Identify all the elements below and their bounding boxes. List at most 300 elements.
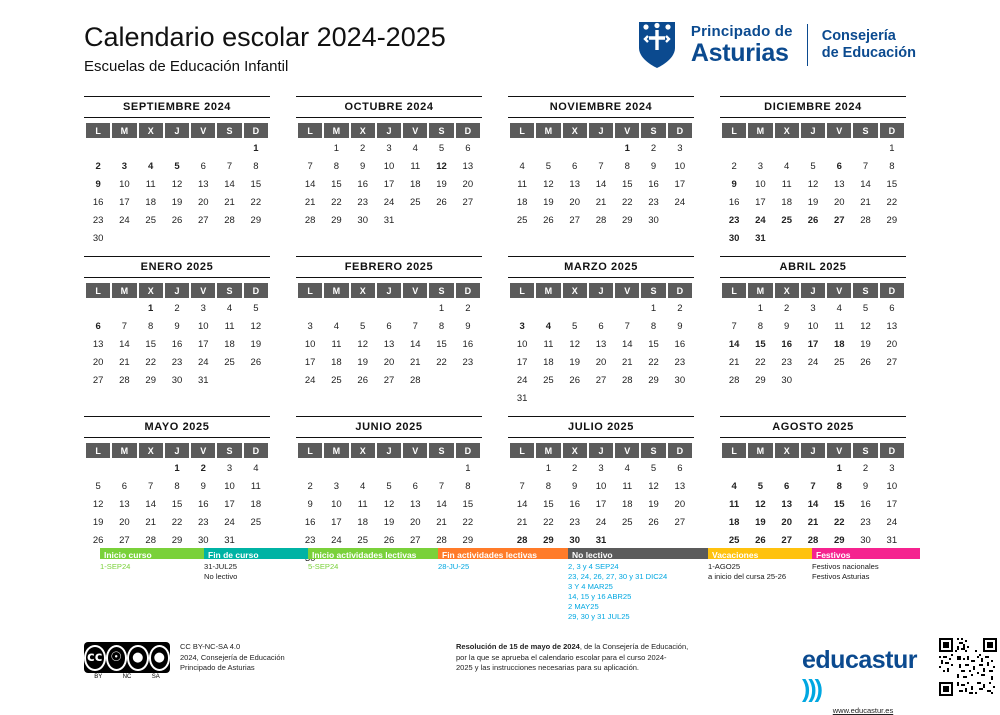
day-cell[interactable]: 19 bbox=[86, 514, 110, 530]
day-cell[interactable]: 11 bbox=[510, 176, 534, 192]
day-cell[interactable]: 12 bbox=[563, 336, 587, 352]
day-cell[interactable]: 1 bbox=[827, 460, 851, 476]
day-cell[interactable]: 14 bbox=[217, 176, 241, 192]
day-cell[interactable]: 26 bbox=[748, 532, 772, 548]
day-cell[interactable]: 2 bbox=[165, 300, 189, 316]
day-cell[interactable]: 20 bbox=[775, 514, 799, 530]
day-cell[interactable]: 22 bbox=[880, 194, 904, 210]
day-cell[interactable]: 28 bbox=[403, 372, 427, 388]
day-cell[interactable]: 27 bbox=[86, 372, 110, 388]
day-cell[interactable]: 26 bbox=[429, 194, 453, 210]
day-cell[interactable]: 13 bbox=[403, 496, 427, 512]
day-cell[interactable]: 26 bbox=[165, 212, 189, 228]
day-cell[interactable]: 9 bbox=[641, 158, 665, 174]
day-cell[interactable]: 29 bbox=[139, 372, 163, 388]
day-cell[interactable]: 15 bbox=[827, 496, 851, 512]
day-cell[interactable]: 17 bbox=[377, 176, 401, 192]
day-cell[interactable]: 18 bbox=[775, 194, 799, 210]
day-cell[interactable]: 12 bbox=[351, 336, 375, 352]
day-cell[interactable]: 29 bbox=[827, 532, 851, 548]
day-cell[interactable]: 7 bbox=[589, 158, 613, 174]
day-cell[interactable]: 15 bbox=[165, 496, 189, 512]
day-cell[interactable]: 4 bbox=[324, 318, 348, 334]
day-cell[interactable]: 6 bbox=[403, 478, 427, 494]
day-cell[interactable]: 29 bbox=[748, 372, 772, 388]
day-cell[interactable]: 22 bbox=[536, 514, 560, 530]
day-cell[interactable]: 5 bbox=[86, 478, 110, 494]
day-cell[interactable]: 5 bbox=[801, 158, 825, 174]
day-cell[interactable]: 20 bbox=[191, 194, 215, 210]
day-cell[interactable]: 6 bbox=[86, 318, 110, 334]
day-cell[interactable]: 28 bbox=[139, 532, 163, 548]
day-cell[interactable]: 11 bbox=[827, 318, 851, 334]
day-cell[interactable]: 20 bbox=[456, 176, 480, 192]
day-cell[interactable]: 18 bbox=[139, 194, 163, 210]
day-cell[interactable]: 1 bbox=[536, 460, 560, 476]
day-cell[interactable]: 1 bbox=[880, 140, 904, 156]
day-cell[interactable]: 15 bbox=[324, 176, 348, 192]
day-cell[interactable]: 17 bbox=[298, 354, 322, 370]
day-cell[interactable]: 13 bbox=[191, 176, 215, 192]
day-cell[interactable]: 21 bbox=[139, 514, 163, 530]
day-cell[interactable]: 10 bbox=[668, 158, 692, 174]
day-cell[interactable]: 13 bbox=[775, 496, 799, 512]
day-cell[interactable]: 23 bbox=[165, 354, 189, 370]
day-cell[interactable]: 18 bbox=[615, 496, 639, 512]
day-cell[interactable]: 20 bbox=[589, 354, 613, 370]
day-cell[interactable]: 21 bbox=[298, 194, 322, 210]
day-cell[interactable]: 22 bbox=[244, 194, 268, 210]
day-cell[interactable]: 16 bbox=[775, 336, 799, 352]
day-cell[interactable]: 13 bbox=[668, 478, 692, 494]
day-cell[interactable]: 11 bbox=[139, 176, 163, 192]
day-cell[interactable]: 16 bbox=[722, 194, 746, 210]
day-cell[interactable]: 30 bbox=[641, 212, 665, 228]
day-cell[interactable]: 20 bbox=[377, 354, 401, 370]
day-cell[interactable]: 19 bbox=[801, 194, 825, 210]
day-cell[interactable]: 17 bbox=[748, 194, 772, 210]
qr-code-icon[interactable] bbox=[939, 638, 997, 696]
day-cell[interactable]: 26 bbox=[853, 354, 877, 370]
day-cell[interactable]: 26 bbox=[641, 514, 665, 530]
day-cell[interactable]: 27 bbox=[191, 212, 215, 228]
day-cell[interactable]: 7 bbox=[429, 478, 453, 494]
day-cell[interactable]: 13 bbox=[589, 336, 613, 352]
day-cell[interactable]: 17 bbox=[668, 176, 692, 192]
day-cell[interactable]: 29 bbox=[615, 212, 639, 228]
day-cell[interactable]: 30 bbox=[86, 230, 110, 246]
day-cell[interactable]: 26 bbox=[351, 372, 375, 388]
day-cell[interactable]: 17 bbox=[880, 496, 904, 512]
day-cell[interactable]: 8 bbox=[324, 158, 348, 174]
day-cell[interactable]: 23 bbox=[853, 514, 877, 530]
day-cell[interactable]: 10 bbox=[298, 336, 322, 352]
day-cell[interactable]: 11 bbox=[217, 318, 241, 334]
day-cell[interactable]: 29 bbox=[641, 372, 665, 388]
day-cell[interactable]: 24 bbox=[377, 194, 401, 210]
day-cell[interactable]: 20 bbox=[827, 194, 851, 210]
day-cell[interactable]: 22 bbox=[324, 194, 348, 210]
day-cell[interactable]: 15 bbox=[641, 336, 665, 352]
day-cell[interactable]: 14 bbox=[139, 496, 163, 512]
day-cell[interactable]: 8 bbox=[615, 158, 639, 174]
day-cell[interactable]: 21 bbox=[510, 514, 534, 530]
day-cell[interactable]: 19 bbox=[351, 354, 375, 370]
day-cell[interactable]: 3 bbox=[801, 300, 825, 316]
day-cell[interactable]: 18 bbox=[510, 194, 534, 210]
day-cell[interactable]: 27 bbox=[589, 372, 613, 388]
day-cell[interactable]: 15 bbox=[429, 336, 453, 352]
day-cell[interactable]: 22 bbox=[641, 354, 665, 370]
day-cell[interactable]: 2 bbox=[668, 300, 692, 316]
day-cell[interactable]: 8 bbox=[536, 478, 560, 494]
day-cell[interactable]: 28 bbox=[510, 532, 534, 548]
day-cell[interactable]: 1 bbox=[748, 300, 772, 316]
day-cell[interactable]: 16 bbox=[165, 336, 189, 352]
day-cell[interactable]: 9 bbox=[298, 496, 322, 512]
day-cell[interactable]: 6 bbox=[377, 318, 401, 334]
day-cell[interactable]: 27 bbox=[775, 532, 799, 548]
day-cell[interactable]: 12 bbox=[86, 496, 110, 512]
day-cell[interactable]: 11 bbox=[615, 478, 639, 494]
educastur-logo[interactable] bbox=[802, 646, 924, 715]
day-cell[interactable]: 8 bbox=[880, 158, 904, 174]
day-cell[interactable]: 25 bbox=[775, 212, 799, 228]
day-cell[interactable]: 1 bbox=[139, 300, 163, 316]
day-cell[interactable]: 21 bbox=[722, 354, 746, 370]
day-cell[interactable]: 14 bbox=[112, 336, 136, 352]
day-cell[interactable]: 9 bbox=[456, 318, 480, 334]
day-cell[interactable]: 9 bbox=[165, 318, 189, 334]
day-cell[interactable]: 24 bbox=[880, 514, 904, 530]
day-cell[interactable]: 13 bbox=[86, 336, 110, 352]
day-cell[interactable]: 17 bbox=[217, 496, 241, 512]
day-cell[interactable]: 5 bbox=[377, 478, 401, 494]
day-cell[interactable]: 26 bbox=[377, 532, 401, 548]
day-cell[interactable]: 5 bbox=[244, 300, 268, 316]
day-cell[interactable]: 19 bbox=[641, 496, 665, 512]
day-cell[interactable]: 28 bbox=[112, 372, 136, 388]
day-cell[interactable]: 12 bbox=[244, 318, 268, 334]
day-cell[interactable]: 14 bbox=[589, 176, 613, 192]
day-cell[interactable]: 5 bbox=[351, 318, 375, 334]
day-cell[interactable]: 4 bbox=[775, 158, 799, 174]
day-cell[interactable]: 7 bbox=[510, 478, 534, 494]
day-cell[interactable]: 10 bbox=[748, 176, 772, 192]
day-cell[interactable]: 11 bbox=[536, 336, 560, 352]
day-cell[interactable]: 26 bbox=[536, 212, 560, 228]
day-cell[interactable]: 27 bbox=[403, 532, 427, 548]
day-cell[interactable]: 11 bbox=[775, 176, 799, 192]
day-cell[interactable]: 24 bbox=[510, 372, 534, 388]
day-cell[interactable]: 6 bbox=[668, 460, 692, 476]
day-cell[interactable]: 30 bbox=[563, 532, 587, 548]
day-cell[interactable]: 15 bbox=[244, 176, 268, 192]
day-cell[interactable]: 2 bbox=[722, 158, 746, 174]
day-cell[interactable]: 9 bbox=[86, 176, 110, 192]
day-cell[interactable]: 12 bbox=[429, 158, 453, 174]
day-cell[interactable]: 22 bbox=[827, 514, 851, 530]
day-cell[interactable]: 25 bbox=[244, 514, 268, 530]
day-cell[interactable]: 3 bbox=[191, 300, 215, 316]
day-cell[interactable]: 19 bbox=[748, 514, 772, 530]
day-cell[interactable]: 3 bbox=[112, 158, 136, 174]
day-cell[interactable]: 14 bbox=[801, 496, 825, 512]
day-cell[interactable]: 12 bbox=[801, 176, 825, 192]
day-cell[interactable]: 2 bbox=[456, 300, 480, 316]
day-cell[interactable]: 22 bbox=[456, 514, 480, 530]
day-cell[interactable]: 30 bbox=[853, 532, 877, 548]
day-cell[interactable]: 24 bbox=[589, 514, 613, 530]
day-cell[interactable]: 25 bbox=[324, 372, 348, 388]
day-cell[interactable]: 5 bbox=[641, 460, 665, 476]
day-cell[interactable]: 20 bbox=[86, 354, 110, 370]
day-cell[interactable]: 4 bbox=[403, 140, 427, 156]
day-cell[interactable]: 20 bbox=[668, 496, 692, 512]
day-cell[interactable]: 8 bbox=[641, 318, 665, 334]
day-cell[interactable]: 18 bbox=[536, 354, 560, 370]
day-cell[interactable]: 20 bbox=[880, 336, 904, 352]
day-cell[interactable]: 5 bbox=[853, 300, 877, 316]
day-cell[interactable]: 25 bbox=[722, 532, 746, 548]
day-cell[interactable]: 28 bbox=[429, 532, 453, 548]
day-cell[interactable]: 27 bbox=[377, 372, 401, 388]
day-cell[interactable]: 7 bbox=[217, 158, 241, 174]
day-cell[interactable]: 27 bbox=[668, 514, 692, 530]
day-cell[interactable]: 1 bbox=[456, 460, 480, 476]
day-cell[interactable]: 4 bbox=[139, 158, 163, 174]
day-cell[interactable]: 11 bbox=[244, 478, 268, 494]
day-cell[interactable]: 28 bbox=[853, 212, 877, 228]
day-cell[interactable]: 5 bbox=[563, 318, 587, 334]
day-cell[interactable]: 31 bbox=[191, 372, 215, 388]
day-cell[interactable]: 8 bbox=[139, 318, 163, 334]
day-cell[interactable]: 18 bbox=[827, 336, 851, 352]
day-cell[interactable]: 22 bbox=[165, 514, 189, 530]
day-cell[interactable]: 4 bbox=[722, 478, 746, 494]
day-cell[interactable]: 28 bbox=[298, 212, 322, 228]
day-cell[interactable]: 27 bbox=[456, 194, 480, 210]
day-cell[interactable]: 6 bbox=[775, 478, 799, 494]
day-cell[interactable]: 3 bbox=[217, 460, 241, 476]
day-cell[interactable]: 10 bbox=[880, 478, 904, 494]
day-cell[interactable]: 30 bbox=[722, 230, 746, 246]
day-cell[interactable]: 28 bbox=[801, 532, 825, 548]
day-cell[interactable]: 14 bbox=[403, 336, 427, 352]
day-cell[interactable]: 3 bbox=[748, 158, 772, 174]
day-cell[interactable]: 25 bbox=[536, 372, 560, 388]
day-cell[interactable]: 14 bbox=[615, 336, 639, 352]
day-cell[interactable]: 10 bbox=[801, 318, 825, 334]
day-cell[interactable]: 21 bbox=[801, 514, 825, 530]
day-cell[interactable]: 18 bbox=[324, 354, 348, 370]
day-cell[interactable]: 6 bbox=[563, 158, 587, 174]
day-cell[interactable]: 4 bbox=[827, 300, 851, 316]
day-cell[interactable]: 12 bbox=[377, 496, 401, 512]
day-cell[interactable]: 9 bbox=[775, 318, 799, 334]
day-cell[interactable]: 21 bbox=[112, 354, 136, 370]
day-cell[interactable]: 23 bbox=[351, 194, 375, 210]
day-cell[interactable]: 16 bbox=[86, 194, 110, 210]
day-cell[interactable]: 1 bbox=[165, 460, 189, 476]
day-cell[interactable]: 17 bbox=[510, 354, 534, 370]
day-cell[interactable]: 24 bbox=[191, 354, 215, 370]
day-cell[interactable]: 25 bbox=[615, 514, 639, 530]
day-cell[interactable]: 27 bbox=[880, 354, 904, 370]
day-cell[interactable]: 10 bbox=[377, 158, 401, 174]
day-cell[interactable]: 16 bbox=[351, 176, 375, 192]
day-cell[interactable]: 23 bbox=[191, 514, 215, 530]
day-cell[interactable]: 22 bbox=[429, 354, 453, 370]
day-cell[interactable]: 6 bbox=[827, 158, 851, 174]
day-cell[interactable]: 24 bbox=[112, 212, 136, 228]
day-cell[interactable]: 13 bbox=[563, 176, 587, 192]
day-cell[interactable]: 2 bbox=[298, 478, 322, 494]
day-cell[interactable]: 15 bbox=[880, 176, 904, 192]
day-cell[interactable]: 27 bbox=[563, 212, 587, 228]
day-cell[interactable]: 19 bbox=[853, 336, 877, 352]
day-cell[interactable]: 22 bbox=[615, 194, 639, 210]
day-cell[interactable]: 25 bbox=[827, 354, 851, 370]
day-cell[interactable]: 27 bbox=[112, 532, 136, 548]
day-cell[interactable]: 20 bbox=[112, 514, 136, 530]
day-cell[interactable]: 18 bbox=[217, 336, 241, 352]
day-cell[interactable]: 13 bbox=[456, 158, 480, 174]
day-cell[interactable]: 1 bbox=[244, 140, 268, 156]
day-cell[interactable]: 1 bbox=[615, 140, 639, 156]
day-cell[interactable]: 9 bbox=[191, 478, 215, 494]
day-cell[interactable]: 18 bbox=[403, 176, 427, 192]
day-cell[interactable]: 9 bbox=[722, 176, 746, 192]
day-cell[interactable]: 21 bbox=[615, 354, 639, 370]
day-cell[interactable]: 7 bbox=[112, 318, 136, 334]
day-cell[interactable]: 31 bbox=[510, 390, 534, 406]
day-cell[interactable]: 6 bbox=[191, 158, 215, 174]
day-cell[interactable]: 24 bbox=[217, 514, 241, 530]
day-cell[interactable]: 24 bbox=[668, 194, 692, 210]
day-cell[interactable]: 19 bbox=[429, 176, 453, 192]
day-cell[interactable]: 21 bbox=[217, 194, 241, 210]
day-cell[interactable]: 28 bbox=[722, 372, 746, 388]
day-cell[interactable]: 3 bbox=[298, 318, 322, 334]
day-cell[interactable]: 12 bbox=[641, 478, 665, 494]
day-cell[interactable]: 2 bbox=[351, 140, 375, 156]
educastur-url[interactable]: www.educastur.es bbox=[832, 706, 894, 715]
day-cell[interactable]: 13 bbox=[112, 496, 136, 512]
day-cell[interactable]: 19 bbox=[165, 194, 189, 210]
day-cell[interactable]: 6 bbox=[112, 478, 136, 494]
day-cell[interactable]: 9 bbox=[351, 158, 375, 174]
day-cell[interactable]: 2 bbox=[86, 158, 110, 174]
day-cell[interactable]: 30 bbox=[775, 372, 799, 388]
day-cell[interactable]: 25 bbox=[217, 354, 241, 370]
day-cell[interactable]: 8 bbox=[429, 318, 453, 334]
day-cell[interactable]: 23 bbox=[641, 194, 665, 210]
day-cell[interactable]: 12 bbox=[853, 318, 877, 334]
day-cell[interactable]: 14 bbox=[429, 496, 453, 512]
day-cell[interactable]: 31 bbox=[880, 532, 904, 548]
day-cell[interactable]: 6 bbox=[589, 318, 613, 334]
day-cell[interactable]: 1 bbox=[324, 140, 348, 156]
day-cell[interactable]: 28 bbox=[615, 372, 639, 388]
day-cell[interactable]: 25 bbox=[139, 212, 163, 228]
day-cell[interactable]: 26 bbox=[244, 354, 268, 370]
day-cell[interactable]: 3 bbox=[510, 318, 534, 334]
day-cell[interactable]: 6 bbox=[456, 140, 480, 156]
day-cell[interactable]: 8 bbox=[456, 478, 480, 494]
day-cell[interactable]: 9 bbox=[853, 478, 877, 494]
day-cell[interactable]: 10 bbox=[112, 176, 136, 192]
day-cell[interactable]: 25 bbox=[510, 212, 534, 228]
day-cell[interactable]: 14 bbox=[722, 336, 746, 352]
day-cell[interactable]: 15 bbox=[615, 176, 639, 192]
day-cell[interactable]: 28 bbox=[589, 212, 613, 228]
day-cell[interactable]: 2 bbox=[853, 460, 877, 476]
day-cell[interactable]: 5 bbox=[536, 158, 560, 174]
day-cell[interactable]: 4 bbox=[217, 300, 241, 316]
day-cell[interactable]: 19 bbox=[244, 336, 268, 352]
day-cell[interactable]: 15 bbox=[456, 496, 480, 512]
day-cell[interactable]: 23 bbox=[298, 532, 322, 548]
day-cell[interactable]: 8 bbox=[165, 478, 189, 494]
day-cell[interactable]: 7 bbox=[298, 158, 322, 174]
day-cell[interactable]: 30 bbox=[191, 532, 215, 548]
day-cell[interactable]: 16 bbox=[563, 496, 587, 512]
day-cell[interactable]: 22 bbox=[748, 354, 772, 370]
day-cell[interactable]: 8 bbox=[748, 318, 772, 334]
day-cell[interactable]: 20 bbox=[563, 194, 587, 210]
day-cell[interactable]: 21 bbox=[403, 354, 427, 370]
day-cell[interactable]: 31 bbox=[589, 532, 613, 548]
day-cell[interactable]: 4 bbox=[615, 460, 639, 476]
day-cell[interactable]: 27 bbox=[827, 212, 851, 228]
day-cell[interactable]: 15 bbox=[139, 336, 163, 352]
day-cell[interactable]: 11 bbox=[351, 496, 375, 512]
day-cell[interactable]: 16 bbox=[456, 336, 480, 352]
day-cell[interactable]: 7 bbox=[615, 318, 639, 334]
day-cell[interactable]: 2 bbox=[775, 300, 799, 316]
day-cell[interactable]: 25 bbox=[403, 194, 427, 210]
day-cell[interactable]: 14 bbox=[298, 176, 322, 192]
day-cell[interactable]: 21 bbox=[589, 194, 613, 210]
day-cell[interactable]: 26 bbox=[801, 212, 825, 228]
day-cell[interactable]: 16 bbox=[853, 496, 877, 512]
day-cell[interactable]: 2 bbox=[563, 460, 587, 476]
day-cell[interactable]: 3 bbox=[880, 460, 904, 476]
day-cell[interactable]: 26 bbox=[86, 532, 110, 548]
day-cell[interactable]: 16 bbox=[298, 514, 322, 530]
day-cell[interactable]: 9 bbox=[563, 478, 587, 494]
day-cell[interactable]: 10 bbox=[589, 478, 613, 494]
day-cell[interactable]: 13 bbox=[377, 336, 401, 352]
day-cell[interactable]: 29 bbox=[456, 532, 480, 548]
day-cell[interactable]: 11 bbox=[722, 496, 746, 512]
day-cell[interactable]: 7 bbox=[403, 318, 427, 334]
day-cell[interactable]: 31 bbox=[217, 532, 241, 548]
day-cell[interactable]: 29 bbox=[536, 532, 560, 548]
day-cell[interactable]: 13 bbox=[880, 318, 904, 334]
day-cell[interactable]: 30 bbox=[668, 372, 692, 388]
day-cell[interactable]: 11 bbox=[324, 336, 348, 352]
day-cell[interactable]: 24 bbox=[298, 372, 322, 388]
day-cell[interactable]: 18 bbox=[244, 496, 268, 512]
day-cell[interactable]: 21 bbox=[429, 514, 453, 530]
day-cell[interactable]: 5 bbox=[429, 140, 453, 156]
day-cell[interactable]: 3 bbox=[377, 140, 401, 156]
day-cell[interactable]: 4 bbox=[510, 158, 534, 174]
day-cell[interactable]: 31 bbox=[748, 230, 772, 246]
day-cell[interactable]: 10 bbox=[191, 318, 215, 334]
